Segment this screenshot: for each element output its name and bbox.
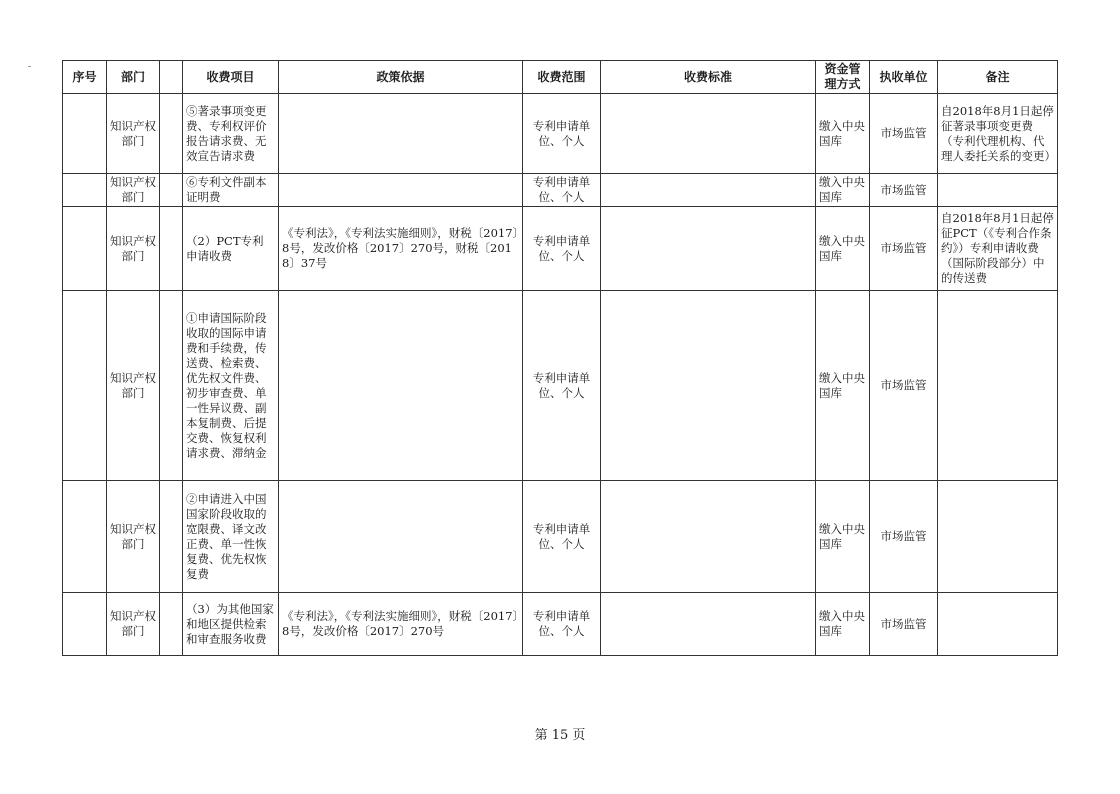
seq-cell [63, 207, 107, 291]
standard-cell [601, 593, 816, 656]
item-cell: ⑥专利文件副本证明费 [183, 174, 279, 207]
fund-cell: 缴入中央国库 [816, 94, 870, 174]
unit-cell: 市场监管 [870, 174, 938, 207]
item-cell: （3）为其他国家和地区提供检索和审查服务收费 [183, 593, 279, 656]
remark-cell: 自2018年8月1日起停征著录事项变更费（专利代理机构、代理人委托关系的变更） [938, 94, 1058, 174]
remark-cell [938, 291, 1058, 481]
header-unit: 执收单位 [870, 61, 938, 94]
fund-cell: 缴入中央国库 [816, 481, 870, 593]
unit-cell: 市场监管 [870, 481, 938, 593]
scope-cell: 专利申请单位、个人 [523, 593, 601, 656]
remark-cell [938, 593, 1058, 656]
policy-cell: 《专利法》，《专利法实施细则》，财税〔2017〕8号，发改价格〔2017〕270号 [279, 593, 523, 656]
dept-cell: 知识产权部门 [107, 593, 160, 656]
dept-cell: 知识产权部门 [107, 481, 160, 593]
remark-cell: 自2018年8月1日起停征PCT（《专利合作条约》）专利申请收费（国际阶段部分）中的传送费 [938, 207, 1058, 291]
header-row [63, 61, 1058, 94]
table-row [63, 174, 1058, 207]
seq-cell [63, 481, 107, 593]
header-remark: 备注 [938, 61, 1058, 94]
fund-cell: 缴入中央国库 [816, 174, 870, 207]
scope-cell: 专利申请单位、个人 [523, 481, 601, 593]
table-row [63, 481, 1058, 593]
fund-cell: 缴入中央国库 [816, 593, 870, 656]
header-seq: 序号 [63, 61, 107, 94]
policy-cell: 《专利法》，《专利法实施细则》，财税〔2017〕8号，发改价格〔2017〕270号，财税〔2018〕37号 [279, 207, 523, 291]
table-row [63, 593, 1058, 656]
blank-cell [160, 94, 183, 174]
header-blank [160, 61, 183, 94]
unit-cell: 市场监管 [870, 593, 938, 656]
scope-cell: 专利申请单位、个人 [523, 174, 601, 207]
policy-cell [279, 94, 523, 174]
seq-cell [63, 593, 107, 656]
standard-cell [601, 94, 816, 174]
item-cell: （2）PCT专利申请收费 [183, 207, 279, 291]
header-standard: 收费标准 [601, 61, 816, 94]
blank-cell [160, 174, 183, 207]
seq-cell [63, 174, 107, 207]
blank-cell [160, 207, 183, 291]
table-row [63, 291, 1058, 481]
seq-cell [63, 291, 107, 481]
table-row [63, 207, 1058, 291]
unit-cell: 市场监管 [870, 291, 938, 481]
scope-cell: 专利申请单位、个人 [523, 207, 601, 291]
fund-cell: 缴入中央国库 [816, 291, 870, 481]
dept-cell: 知识产权部门 [107, 207, 160, 291]
remark-cell [938, 481, 1058, 593]
standard-cell [601, 291, 816, 481]
standard-cell [601, 481, 816, 593]
standard-cell [601, 207, 816, 291]
dept-cell: 知识产权部门 [107, 94, 160, 174]
fee-table [62, 60, 1058, 656]
policy-cell [279, 291, 523, 481]
item-cell: ②申请进入中国国家阶段收取的宽限费、译文改正费、单一性恢复费、优先权恢复费 [183, 481, 279, 593]
seq-cell [63, 94, 107, 174]
page-number: 第 15 页 [534, 728, 586, 743]
item-cell: ①申请国际阶段收取的国际申请费和手续费，传送费、检索费、优先权文件费、初步审查费、单一性异议费、副本复制费、后提交费、恢复权利请求费、滞纳金 [183, 291, 279, 481]
blank-cell [160, 291, 183, 481]
unit-cell: 市场监管 [870, 94, 938, 174]
header-policy: 政策依据 [279, 61, 523, 94]
table-row [63, 94, 1058, 174]
policy-cell [279, 174, 523, 207]
policy-cell [279, 481, 523, 593]
blank-cell [160, 593, 183, 656]
blank-cell [160, 481, 183, 593]
item-cell: ⑤著录事项变更费、专利权评价报告请求费、无效宣告请求费 [183, 94, 279, 174]
header-dept: 部门 [107, 61, 160, 94]
header-item: 收费项目 [183, 61, 279, 94]
scope-cell: 专利申请单位、个人 [523, 94, 601, 174]
scan-mark [28, 66, 31, 67]
dept-cell: 知识产权部门 [107, 174, 160, 207]
fund-cell: 缴入中央国库 [816, 207, 870, 291]
header-scope: 收费范围 [523, 61, 601, 94]
dept-cell: 知识产权部门 [107, 291, 160, 481]
standard-cell [601, 174, 816, 207]
unit-cell: 市场监管 [870, 207, 938, 291]
scope-cell: 专利申请单位、个人 [523, 291, 601, 481]
header-fund: 资金管理方式 [816, 61, 870, 94]
remark-cell [938, 174, 1058, 207]
